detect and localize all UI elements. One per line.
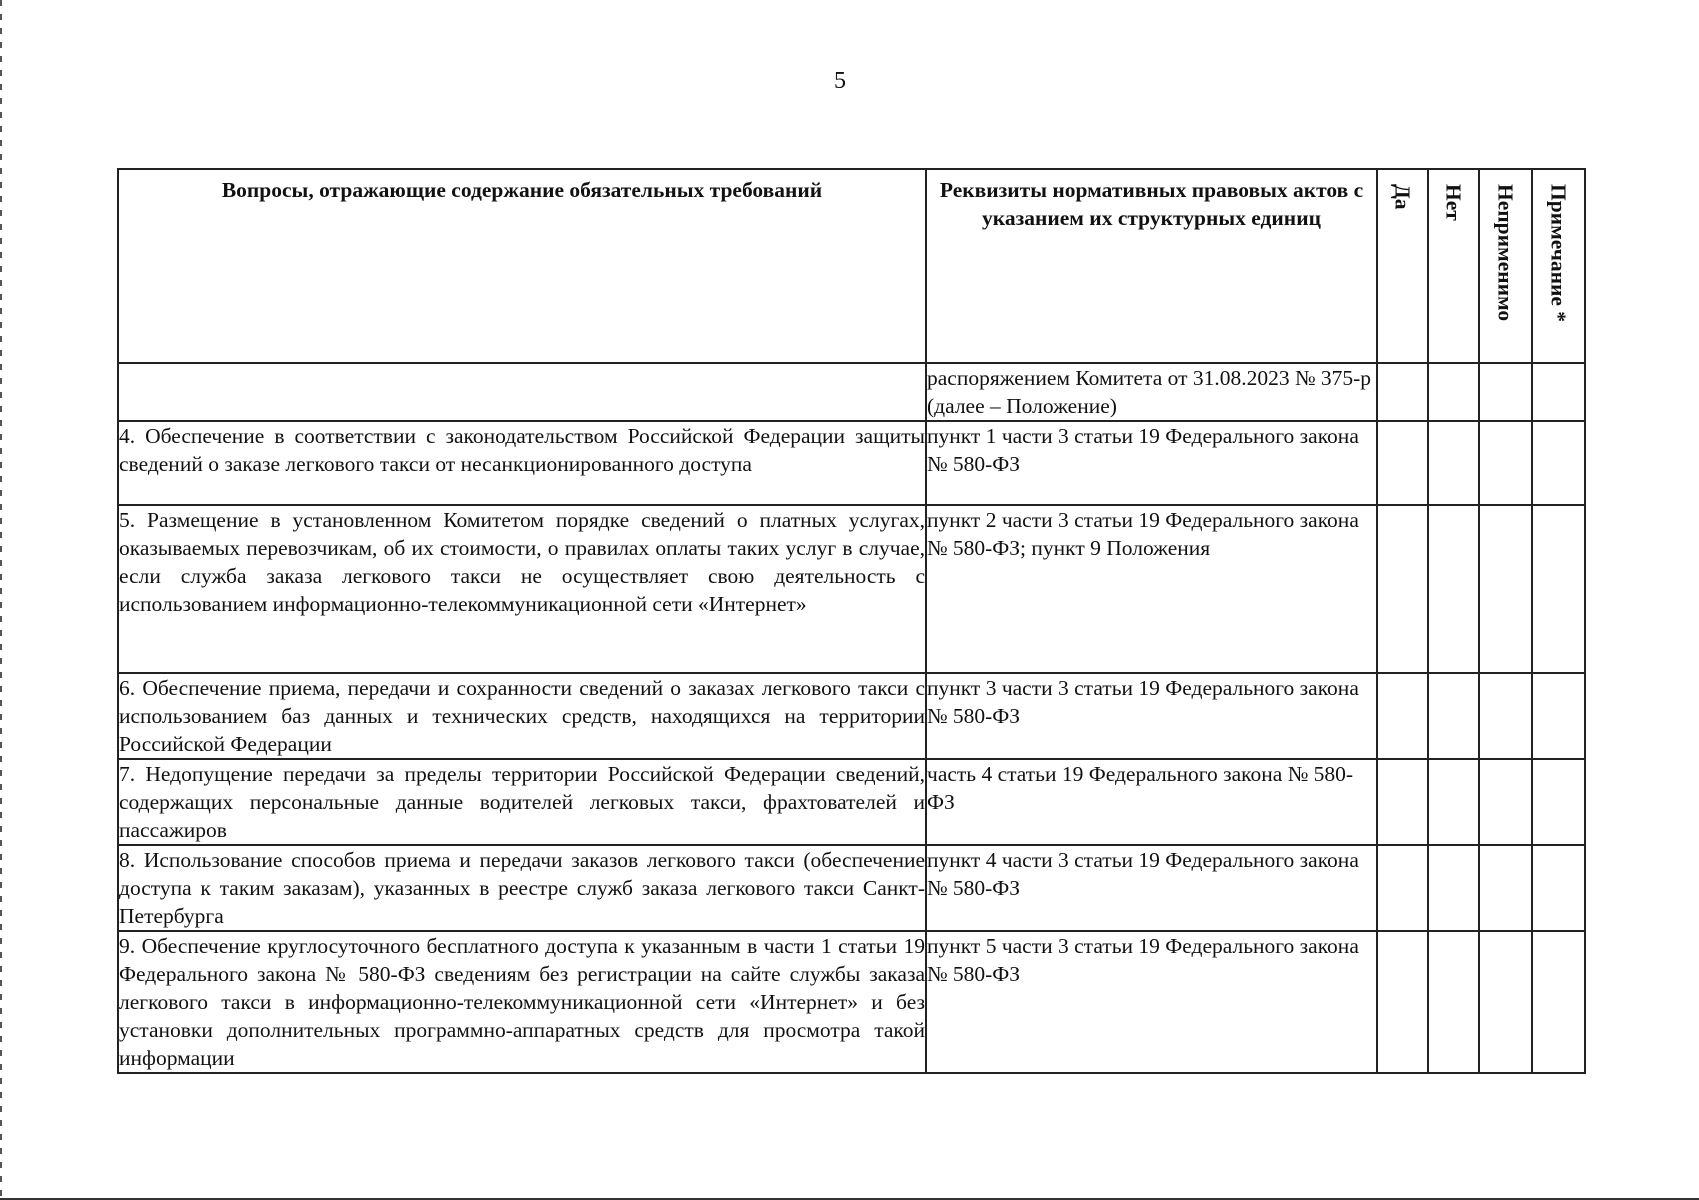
page-number: 5 — [834, 68, 846, 94]
not-applicable-cell[interactable] — [1479, 759, 1532, 845]
act-cell: пункт 4 части 3 статьи 19 Федерального закона № 580-ФЗ — [926, 845, 1377, 931]
act-cell: распоряжением Комитета от 31.08.2023 № 375-р (далее – Положение) — [926, 363, 1377, 421]
note-cell[interactable] — [1532, 363, 1585, 421]
act-cell: пункт 5 части 3 статьи 19 Федерального закона № 580-ФЗ — [926, 931, 1377, 1073]
act-cell: пункт 2 части 3 статьи 19 Федерального закона № 580-ФЗ; пункт 9 Положения — [926, 505, 1377, 673]
table-row — [118, 845, 1585, 931]
note-cell[interactable] — [1532, 845, 1585, 931]
header-note: Примечание * — [1532, 169, 1585, 363]
requirement-cell: 9. Обеспечение круглосуточного бесплатного доступа к указанным в части 1 статьи 19 Федерального закона № 580-ФЗ сведениям без регистрации на сайте службы заказа легкового такси в информационно-телекоммуникационной сети «Интернет» и без установки дополнительных программно-аппаратных средств для просмотра такой информации — [118, 931, 926, 1073]
table-row — [118, 673, 1585, 759]
yes-cell[interactable] — [1377, 931, 1428, 1073]
scan-edge-left — [0, 0, 2, 1200]
not-applicable-cell[interactable] — [1479, 505, 1532, 673]
no-cell[interactable] — [1428, 673, 1479, 759]
note-cell[interactable] — [1532, 505, 1585, 673]
yes-cell[interactable] — [1377, 421, 1428, 505]
not-applicable-cell[interactable] — [1479, 931, 1532, 1073]
note-cell[interactable] — [1532, 673, 1585, 759]
requirement-cell — [118, 363, 926, 421]
not-applicable-cell[interactable] — [1479, 845, 1532, 931]
not-applicable-cell[interactable] — [1479, 363, 1532, 421]
header-requirement: Вопросы, отражающие содержание обязательных требований — [118, 169, 926, 363]
act-cell: пункт 3 части 3 статьи 19 Федерального закона № 580-ФЗ — [926, 673, 1377, 759]
header-act: Реквизиты нормативных правовых актов с указанием их структурных единиц — [926, 169, 1377, 363]
table-row — [118, 505, 1585, 673]
no-cell[interactable] — [1428, 759, 1479, 845]
no-cell[interactable] — [1428, 845, 1479, 931]
requirement-cell: 5. Размещение в установленном Комитетом порядке сведений о платных услугах, оказываемых перевозчикам, об их стоимости, о правилах оплаты таких услуг в случае, если служба заказа легкового такси не осуществляет свою деятельность с использованием информационно-телекоммуникационной сети «Интернет» — [118, 505, 926, 673]
note-cell[interactable] — [1532, 931, 1585, 1073]
yes-cell[interactable] — [1377, 845, 1428, 931]
no-cell[interactable] — [1428, 505, 1479, 673]
act-cell: часть 4 статьи 19 Федерального закона № 580-ФЗ — [926, 759, 1377, 845]
table-header-row — [118, 169, 1585, 363]
not-applicable-cell[interactable] — [1479, 673, 1532, 759]
note-cell[interactable] — [1532, 421, 1585, 505]
act-cell: пункт 1 части 3 статьи 19 Федерального закона № 580-ФЗ — [926, 421, 1377, 505]
requirement-cell: 6. Обеспечение приема, передачи и сохранности сведений о заказах легкового такси с использованием баз данных и технических средств, находящихся на территории Российской Федерации — [118, 673, 926, 759]
no-cell[interactable] — [1428, 363, 1479, 421]
not-applicable-cell[interactable] — [1479, 421, 1532, 505]
yes-cell[interactable] — [1377, 759, 1428, 845]
header-yes: Да — [1377, 169, 1428, 363]
requirement-cell: 7. Недопущение передачи за пределы территории Российской Федерации сведений, содержащих персональные данные водителей легковых такси, фрахтователей и пассажиров — [118, 759, 926, 845]
table-row — [118, 931, 1585, 1073]
yes-cell[interactable] — [1377, 505, 1428, 673]
requirement-cell: 4. Обеспечение в соответствии с законодательством Российской Федерации защиты сведений о заказе легкового такси от несанкционированного доступа — [118, 421, 926, 505]
header-not-applicable: Неприменимо — [1479, 169, 1532, 363]
table-row — [118, 363, 1585, 421]
no-cell[interactable] — [1428, 421, 1479, 505]
header-no: Нет — [1428, 169, 1479, 363]
checklist-table — [117, 168, 1586, 1074]
table-row — [118, 759, 1585, 845]
yes-cell[interactable] — [1377, 673, 1428, 759]
no-cell[interactable] — [1428, 931, 1479, 1073]
requirement-cell: 8. Использование способов приема и передачи заказов легкового такси (обеспечение доступа к таким заказам), указанных в реестре служб заказа легкового такси Санкт-Петербурга — [118, 845, 926, 931]
note-cell[interactable] — [1532, 759, 1585, 845]
yes-cell[interactable] — [1377, 363, 1428, 421]
table-row — [118, 421, 1585, 505]
